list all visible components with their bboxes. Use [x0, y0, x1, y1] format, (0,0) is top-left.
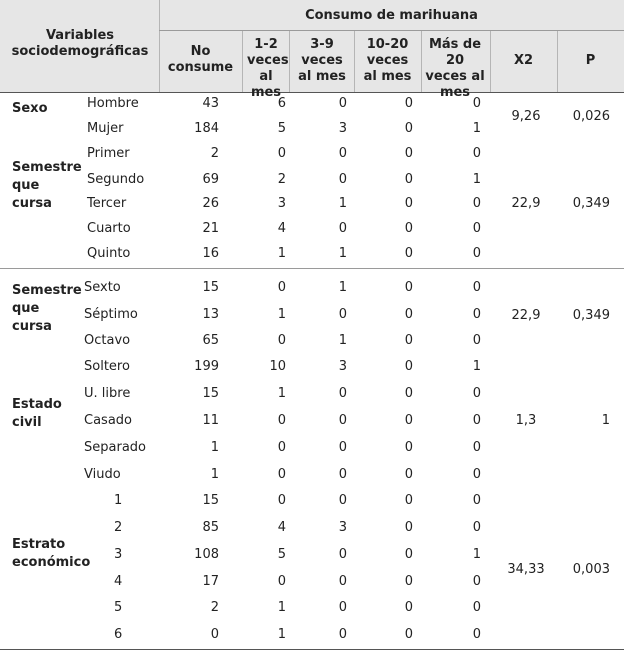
table-cell: 65: [202, 333, 219, 348]
p-value: 1: [601, 413, 610, 428]
category-label: Hombre: [87, 96, 139, 111]
category-label: Casado: [84, 413, 132, 428]
category-label: 4: [114, 574, 123, 589]
table-cell: 1: [210, 440, 219, 455]
table-cell: 10: [269, 359, 286, 374]
p-value: 0,026: [572, 109, 610, 124]
table-cell: 1: [277, 600, 286, 615]
table-cell: 0: [338, 146, 347, 161]
table-cell: 0: [277, 280, 286, 295]
table-cell: 0: [472, 600, 481, 615]
table-cell: 5: [277, 121, 286, 136]
header-divider: [242, 30, 243, 92]
table-cell: 1: [277, 386, 286, 401]
table-cell: 6: [277, 96, 286, 111]
table-cell: 0: [277, 440, 286, 455]
table-cell: 15: [202, 386, 219, 401]
table-cell: 0: [277, 574, 286, 589]
table-cell: 0: [404, 467, 413, 482]
x2-value: 9,26: [511, 109, 541, 124]
table-cell: 0: [472, 196, 481, 211]
table-cell: 108: [194, 547, 219, 562]
header-col-3-9: 3-9 veces al mes: [298, 37, 346, 84]
table-cell: 2: [210, 600, 219, 615]
table-cell: 0: [277, 467, 286, 482]
table-cell: 3: [338, 520, 347, 535]
table-cell: 1: [338, 196, 347, 211]
x2-value: 34,33: [507, 562, 545, 577]
table-cell: 0: [277, 493, 286, 508]
table-cell: 0: [404, 146, 413, 161]
table-cell: 4: [277, 520, 286, 535]
table-cell: 1: [472, 359, 481, 374]
category-label: Segundo: [87, 172, 145, 187]
table-cell: 0: [404, 359, 413, 374]
header-col-10-20: 10-20 veces al mes: [363, 37, 412, 84]
header-variables: Variables sociodemográficas: [11, 28, 149, 59]
header-divider: [421, 30, 422, 92]
header-col-mas-20: Más de 20 veces al mes: [425, 37, 485, 100]
category-label: Primer: [87, 146, 130, 161]
table-cell: 0: [404, 307, 413, 322]
table-cell: 0: [404, 547, 413, 562]
table-cell: 0: [404, 333, 413, 348]
table-cell: 0: [404, 221, 413, 236]
table-cell: 0: [404, 280, 413, 295]
p-value: 0,349: [572, 196, 610, 211]
table-cell: 0: [404, 413, 413, 428]
table-cell: 2: [210, 146, 219, 161]
category-label: Viudo: [84, 467, 121, 482]
table-cell: 0: [338, 467, 347, 482]
header-consumo: Consumo de marihuana: [305, 8, 478, 23]
table-cell: 0: [338, 413, 347, 428]
table-cell: 0: [472, 440, 481, 455]
table-cell: 0: [338, 627, 347, 642]
table-cell: 1: [338, 280, 347, 295]
group-label: Estado civil: [12, 397, 62, 430]
table-cell: 1: [210, 467, 219, 482]
table-cell: 0: [338, 172, 347, 187]
table-cell: 0: [472, 280, 481, 295]
group-label: Estrato económico: [12, 537, 91, 570]
table-cell: 1: [277, 627, 286, 642]
table-cell: 1: [277, 246, 286, 261]
table-cell: 11: [202, 413, 219, 428]
table-cell: 0: [338, 96, 347, 111]
table-cell: 0: [277, 146, 286, 161]
table-cell: 0: [472, 413, 481, 428]
table-cell: 0: [210, 627, 219, 642]
table-cell: 5: [277, 547, 286, 562]
category-label: 3: [114, 547, 123, 562]
table-cell: 0: [472, 246, 481, 261]
table-cell: 0: [338, 221, 347, 236]
table-cell: 0: [404, 196, 413, 211]
header-col-p: P: [585, 53, 596, 68]
table-cell: 0: [338, 440, 347, 455]
table-cell: 0: [404, 520, 413, 535]
table-cell: 43: [202, 96, 219, 111]
table-cell: 0: [472, 493, 481, 508]
table-cell: 3: [338, 359, 347, 374]
table-cell: 1: [472, 121, 481, 136]
header-col-1-2: 1-2 veces al mes: [247, 37, 289, 100]
table-cell: 0: [404, 574, 413, 589]
category-label: Mujer: [87, 121, 124, 136]
table-cell: 0: [404, 121, 413, 136]
table-cell: 69: [202, 172, 219, 187]
table-cell: 0: [338, 493, 347, 508]
table-cell: 3: [338, 121, 347, 136]
category-label: 6: [114, 627, 123, 642]
header-divider: [354, 30, 355, 92]
header-divider: [289, 30, 290, 92]
group-label: Semestre que cursa: [12, 160, 82, 211]
header-bottom-rule: [0, 92, 624, 93]
table-cell: 2: [277, 172, 286, 187]
table-cell: 0: [472, 520, 481, 535]
table-cell: 17: [202, 574, 219, 589]
category-label: Séptimo: [84, 307, 138, 322]
table-cell: 0: [472, 333, 481, 348]
table-cell: 0: [404, 440, 413, 455]
table-cell: 4: [277, 221, 286, 236]
table-cell: 1: [338, 333, 347, 348]
table-cell: 15: [202, 280, 219, 295]
header-col-no-consume: No consume: [167, 44, 234, 75]
table-cell: 1: [277, 307, 286, 322]
table-cell: 16: [202, 246, 219, 261]
header-rule: [159, 30, 624, 31]
category-label: Quinto: [87, 246, 131, 261]
table-cell: 0: [338, 307, 347, 322]
table-cell: 0: [472, 627, 481, 642]
category-label: Tercer: [87, 196, 127, 211]
table-cell: 1: [472, 172, 481, 187]
table-cell: 0: [404, 386, 413, 401]
x2-value: 22,9: [511, 308, 541, 323]
table-cell: 1: [472, 547, 481, 562]
category-label: U. libre: [84, 386, 131, 401]
table-cell: 26: [202, 196, 219, 211]
table-cell: 0: [404, 96, 413, 111]
table-cell: 0: [472, 467, 481, 482]
category-label: 2: [114, 520, 123, 535]
group-label: Semestre que cursa: [12, 283, 82, 334]
table-cell: 199: [194, 359, 219, 374]
table-cell: 0: [472, 221, 481, 236]
group-separator: [0, 268, 624, 269]
table-cell: 0: [404, 246, 413, 261]
table-cell: 0: [338, 600, 347, 615]
category-label: 1: [114, 493, 123, 508]
table-cell: 15: [202, 493, 219, 508]
category-label: Cuarto: [87, 221, 131, 236]
table-cell: 0: [338, 386, 347, 401]
table-cell: 0: [338, 574, 347, 589]
table-cell: 184: [194, 121, 219, 136]
table-cell: 0: [472, 574, 481, 589]
category-label: Separado: [84, 440, 146, 455]
header-col-x2: X2: [513, 53, 534, 68]
category-label: Soltero: [84, 359, 130, 374]
table-cell: 0: [277, 413, 286, 428]
table-cell: 0: [472, 307, 481, 322]
table-cell: 13: [202, 307, 219, 322]
category-label: Octavo: [84, 333, 131, 348]
table-cell: 21: [202, 221, 219, 236]
x2-value: 22,9: [511, 196, 541, 211]
table-cell: 0: [277, 333, 286, 348]
table-cell: 0: [338, 547, 347, 562]
table-cell: 0: [472, 386, 481, 401]
table-cell: 0: [404, 600, 413, 615]
p-value: 0,003: [572, 562, 610, 577]
p-value: 0,349: [572, 308, 610, 323]
category-label: Sexto: [84, 280, 121, 295]
table-cell: 0: [404, 493, 413, 508]
table-cell: 0: [472, 96, 481, 111]
table-cell: 85: [202, 520, 219, 535]
table-cell: 0: [404, 627, 413, 642]
table-cell: 1: [338, 246, 347, 261]
table-cell: 0: [404, 172, 413, 187]
table-cell: 0: [472, 146, 481, 161]
group-label: Sexo: [12, 101, 48, 116]
category-label: 5: [114, 600, 123, 615]
table-bottom-rule: [0, 649, 624, 650]
table-cell: 3: [277, 196, 286, 211]
x2-value: 1,3: [515, 413, 537, 428]
